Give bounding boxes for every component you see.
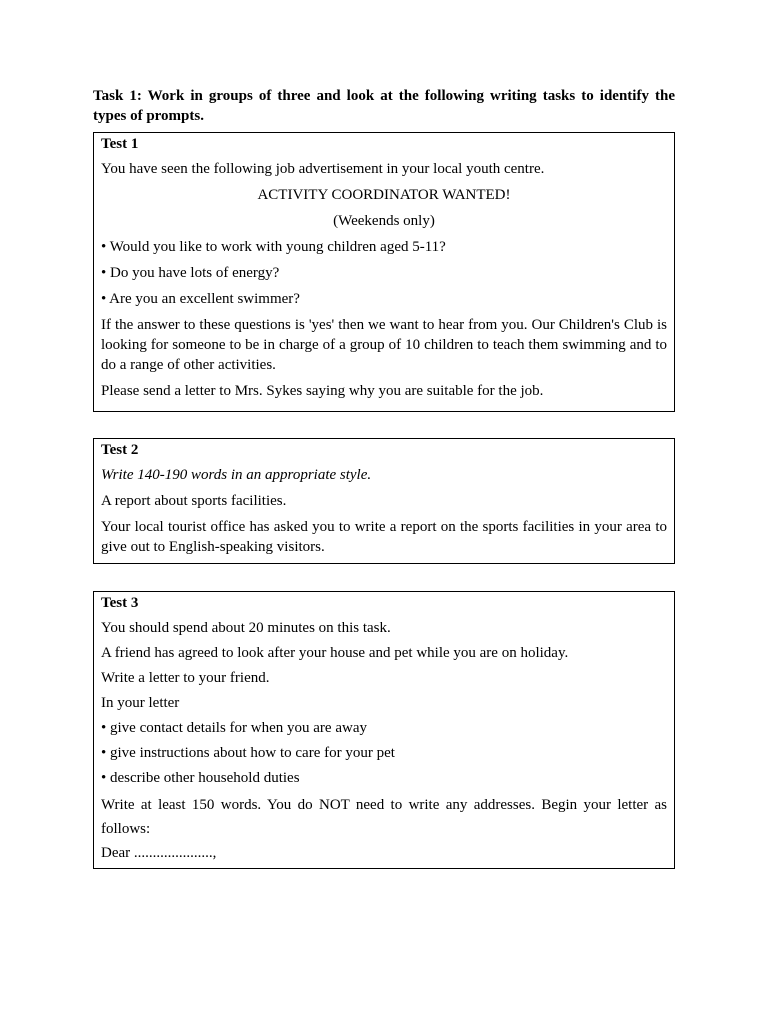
test-1-box (93, 132, 675, 412)
test-1-title: Test 1 (101, 136, 139, 152)
task-heading: Task 1: Work in groups of three and look at the following writing tasks to identify the types of prompts. (93, 88, 675, 124)
test-2-box (93, 438, 675, 564)
ad-bullet: • Do you have lots of energy? (101, 265, 280, 281)
ad-bullet: • Are you an excellent swimmer? (101, 291, 300, 307)
letter-bullet: • give contact details for when you are away (101, 720, 367, 736)
ad-subtitle: (Weekends only) (333, 213, 435, 229)
ad-title: ACTIVITY COORDINATOR WANTED! (257, 187, 511, 203)
letter-bullet: • describe other household duties (101, 770, 300, 786)
ad-bullet: • Would you like to work with young children aged 5-11? (101, 239, 446, 255)
test-1-instruction: Please send a letter to Mrs. Sykes saying why you are suitable for the job. (101, 383, 544, 399)
letter-salutation: Dear ....................., (101, 845, 217, 861)
test-3-task: Write a letter to your friend. (101, 670, 270, 686)
test-2-body: Your local tourist office has asked you to write a report on the sports facilities in your area to give out to English-speaking visitors. (101, 519, 667, 555)
test-3-title: Test 3 (101, 595, 139, 611)
test-2-title: Test 2 (101, 442, 139, 458)
test-3-time: You should spend about 20 minutes on this task. (101, 620, 391, 636)
test-3-box (93, 591, 675, 869)
worksheet (93, 86, 675, 869)
test-3-requirements: Write at least 150 words. You do NOT need to write any addresses. Begin your letter as follows: (101, 797, 667, 837)
letter-bullet: • give instructions about how to care for your pet (101, 745, 395, 761)
test-3-situation: A friend has agreed to look after your house and pet while you are on holiday. (101, 645, 569, 661)
ad-body: If the answer to these questions is 'yes' then we want to hear from you. Our Children's Club is looking for someone to be in charge of a group of 10 children to teach them swimming and to do a range of other activities. (101, 317, 667, 373)
test-2-instruction: Write 140-190 words in an appropriate style. (101, 467, 372, 483)
test-1-intro: You have seen the following job advertisement in your local youth centre. (101, 161, 545, 177)
test-3-lead: In your letter (101, 695, 180, 711)
test-2-topic: A report about sports facilities. (101, 493, 287, 509)
